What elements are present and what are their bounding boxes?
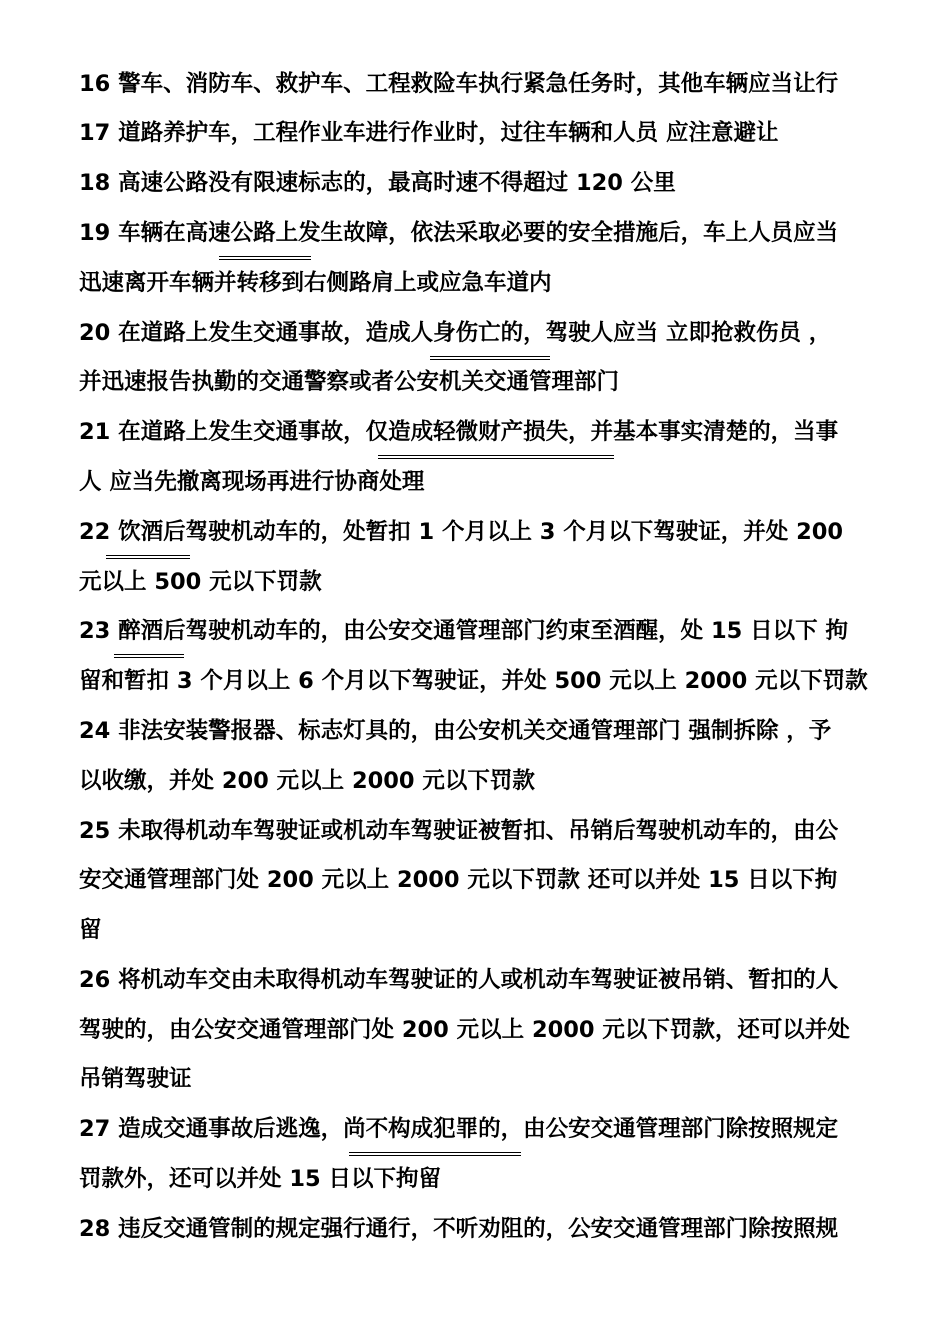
double-underline [430,356,550,360]
text-line-27a: 27 造成交通事故后逃逸，尚不构成犯罪的，由公安交通管理部门除按照规定 [79,1116,839,1142]
text-line-21a: 21 在道路上发生交通事故，仅造成轻微财产损失，并基本事实清楚的，当事 [79,419,839,445]
text-line-19a: 19 车辆在高速公路上发生故障，依法采取必要的安全措施后，车上人员应当 [79,220,839,246]
text-line-26b: 驾驶的，由公安交通管理部门处 200 元以上 2000 元以下罚款，还可以并处 [79,1017,850,1043]
text-line-26a: 26 将机动车交由未取得机动车驾驶证的人或机动车驾驶证被吊销、暂扣的人 [79,967,839,993]
text-line-27b: 罚款外，还可以并处 15 日以下拘留 [79,1166,441,1192]
text-line-20b: 并迅速报告执勤的交通警察或者公安机关交通管理部门 [79,369,620,395]
text-line-25b: 安交通管理部门处 200 元以上 2000 元以下罚款 还可以并处 15 日以下拘 [79,867,838,893]
text-line-20a: 20 在道路上发生交通事故，造成人身伤亡的，驾驶人应当 立即抢救伤员 ， [79,320,832,346]
text-line-18: 18 高速公路没有限速标志的，最高时速不得超过 120 公里 [79,170,676,196]
text-line-16: 16 警车、消防车、救护车、工程救险车执行紧急任务时，其他车辆应当让行 [79,71,839,97]
text-line-21b: 人 应当先撤离现场再进行协商处理 [79,469,425,495]
double-underline [378,455,614,459]
text-line-25c: 留 [79,917,102,943]
text-line-23a: 23 醉酒后驾驶机动车的，由公安交通管理部门约束至酒醒，处 15 日以下 拘 [79,618,848,644]
double-underline [349,1152,521,1156]
double-underline [106,555,190,559]
text-line-22b: 元以上 500 元以下罚款 [79,569,322,595]
text-line-28: 28 违反交通管制的规定强行通行，不听劝阻的，公安交通管理部门除按照规 [79,1216,839,1242]
text-line-22a: 22 饮酒后驾驶机动车的，处暂扣 1 个月以上 3 个月以下驾驶证，并处 200 [79,519,844,545]
text-line-24a: 24 非法安装警报器、标志灯具的，由公安机关交通管理部门 强制拆除 ，予 [79,718,832,744]
text-line-26c: 吊销驾驶证 [79,1066,192,1092]
double-underline [219,256,311,260]
text-line-19b: 迅速离开车辆并转移到右侧路肩上或应急车道内 [79,270,552,296]
text-line-23b: 留和暂扣 3 个月以上 6 个月以下驾驶证，并处 500 元以上 2000 元以下罚款 [79,668,868,694]
double-underline [114,654,184,658]
text-line-17: 17 道路养护车，工程作业车进行作业时，过往车辆和人员 应注意避让 [79,120,779,146]
text-line-25a: 25 未取得机动车驾驶证或机动车驾驶证被暂扣、吊销后驾驶机动车的，由公 [79,818,839,844]
text-line-24b: 以收缴，并处 200 元以上 2000 元以下罚款 [79,768,535,794]
